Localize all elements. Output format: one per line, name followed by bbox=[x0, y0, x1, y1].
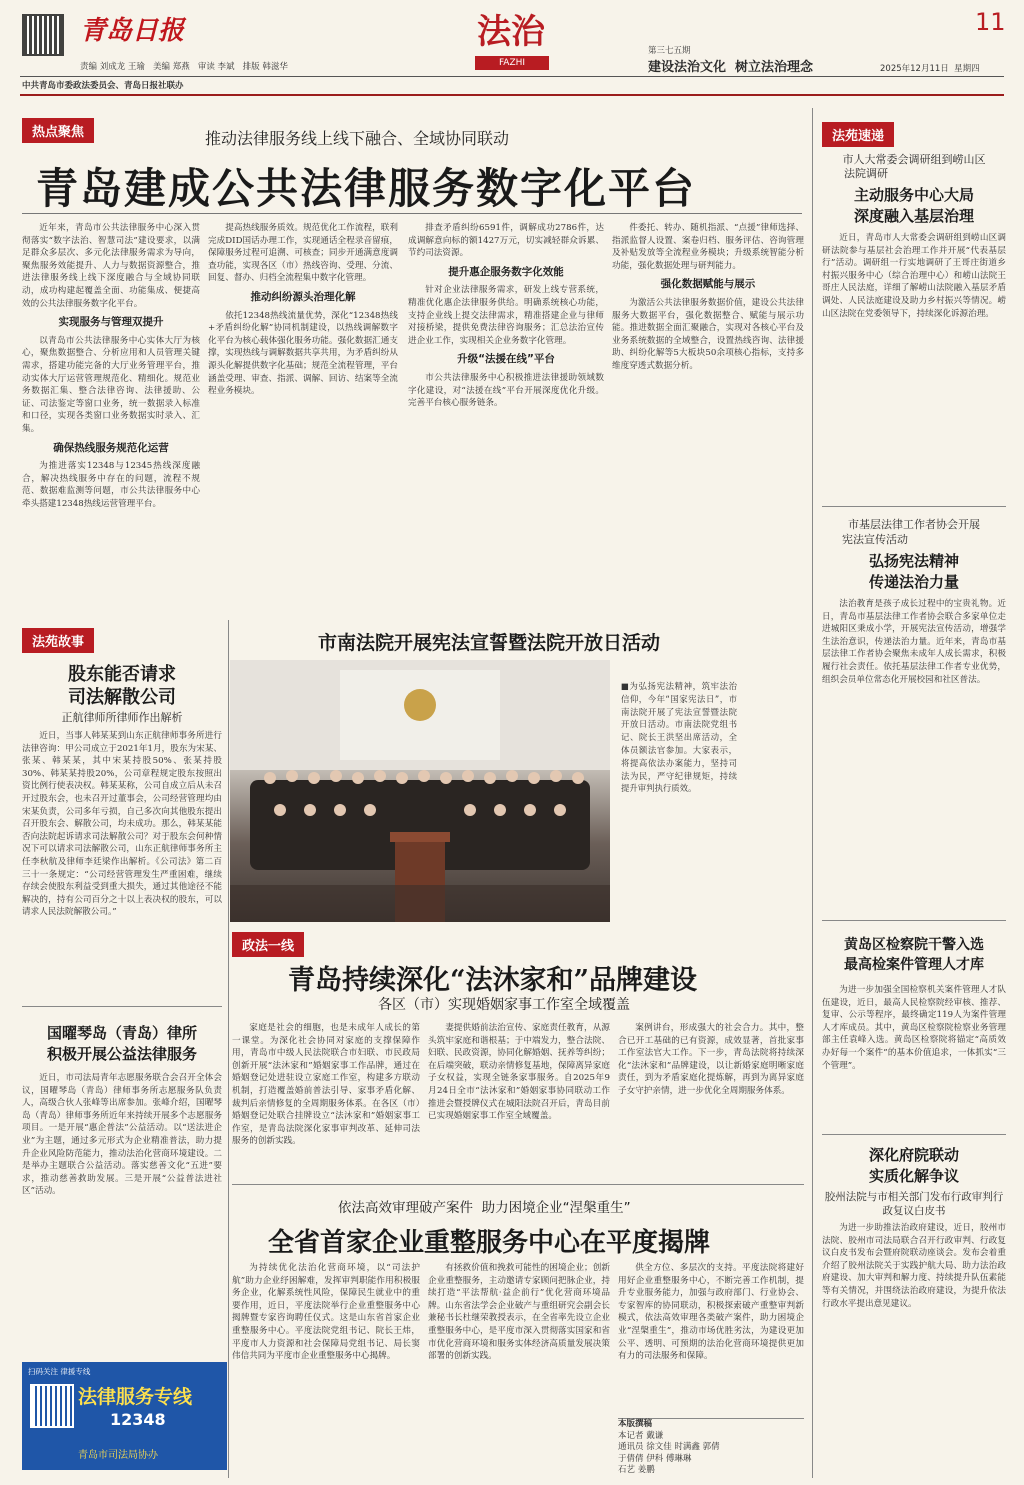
brief-4-text: 为进一步助推法治政府建设，近日，胶州市法院、胶州市司法局联合召开行政审判、行政复议白皮书发布会暨府院联动座谈会。发布会着重介绍了胶州法院关于实践护航大局、助力法治政府建设、加大审判和解力度、持续提升队伍素能等有关情况，并围绕法治政府建设，为提升依法行政水平提出意见建议。 bbox=[822, 1223, 1006, 1309]
brief-1-kicker-2: 法院调研 bbox=[844, 167, 888, 180]
ad-qr-code bbox=[30, 1384, 74, 1428]
issue-number: 第三七五期 bbox=[648, 46, 691, 56]
section-tag-express: 法苑速递 bbox=[822, 122, 894, 147]
lead-subhead-4: 提升惠企服务数字化效能 bbox=[448, 265, 564, 278]
brief-2-title-2: 传递法治力量 bbox=[868, 573, 959, 591]
lead-intro: 近年来，青岛市公共法律服务中心深入贯彻落实“数字法治、智慧司法”建设要求，以满足群众多层次、多元化法律服务需求为导向，聚焦服务效能提升、人力与数据资源整合，推进法律服务线上线下深度融合与全域协同联动，成功构建起覆盖全面、功能集成、便捷高效的公共法律服务数字化平台。 bbox=[22, 223, 200, 309]
bottom-divider bbox=[232, 1184, 804, 1185]
brief-2-text: 法治教育是孩子成长过程中的宝贵礼物。近日，青岛市基层法律工作者协会联合多家单位走进城阳区秉成小学，开展宪法宣传活动，增强学生法治意识，传递法治力量。近年来，青岛市基层法律工作者协会聚焦未成年人成长需求，积极履行社会责任。依托基层法律工作者专业优势，组织会员单位常态化开展校园和社区普法。 bbox=[822, 599, 1006, 685]
byline-line: 石艺 姜鹏 bbox=[618, 1465, 655, 1475]
middle-vertical-divider bbox=[228, 620, 229, 1478]
byline-line: 本记者 戴谦 bbox=[618, 1430, 664, 1441]
bottom-col-2 bbox=[428, 1262, 610, 1476]
lead-subhead-3: 推动纠纷源头治理化解 bbox=[250, 290, 356, 303]
middle-subtitle: 各区（市）实现婚姻家事工作室全域覆盖 bbox=[378, 997, 630, 1013]
lead-headline: 青岛建成公共法律服务数字化平台 bbox=[36, 164, 697, 213]
left-divider bbox=[22, 1006, 222, 1007]
section-pinyin: FAZHI bbox=[475, 56, 549, 70]
story-byline: 正航律师所律师作出解析 bbox=[61, 711, 183, 724]
brief-1-body bbox=[822, 232, 1006, 502]
lead-rule bbox=[22, 213, 802, 214]
middle-text: 案例讲台，形成强大的社会合力。其中，整合已开工基础的已有资源，成效显著，首批家事工作室法官大工作。下一步，青岛法院将持续深化“法沐家和”品牌建设，以让新婚家庭明晰家庭责任，到为矛盾家庭化提炼解，再到为离异家庭子女守护亲情，进一步优化全周期服务体系。 bbox=[618, 1023, 804, 1096]
lead-para: 针对企业法律服务需求，研发上线专营系统，精准优化惠企法律服务供给。明确系统核心功能，支持企业线上提交法律需求，精准搭建企业与律师对接桥梁，提供免费法律咨询服务；汇总法治宣传进企业工作，实现相关企业务数字化管理。 bbox=[408, 285, 604, 346]
ad-number: 12348 bbox=[110, 1410, 166, 1429]
photo-caption bbox=[621, 680, 737, 810]
brief-2-kicker-2: 宪法宣传活动 bbox=[842, 533, 908, 546]
bottom-text: 供全方位、多层次的支持。平度法院将建好用好企业重整服务中心，不断完善工作机制，提升专业服务能力，加强与政府部门、行业协会、专家智库的协同联动，积极探索破产重整审判新模式，依法高效审理各类破产案件，助力困境企业“涅槃重生”，推动市场优胜劣汰，为建设更加公平、透明、可预期的法治化营商环境提供更加有力的司法服务和保障。 bbox=[618, 1263, 804, 1362]
story-body bbox=[22, 730, 222, 995]
bottom-kicker: 依法高效审理破产案件 助力困境企业“涅槃重生” bbox=[338, 1200, 631, 1216]
caption-text: ■为弘扬宪法精神，筑牢法治信仰，今年“国家宪法日”，市南法院开展了宪法宣誓暨法院开放日活动。市南法院党组书记、院长王洪坚出席活动，全体员额法官参加。大家表示，将提高依法办案能力，坚持司法为民，严守纪律规矩，持续提升审判执行质效。 bbox=[621, 681, 737, 794]
middle-headline: 青岛持续深化“法沐家和”品牌建设 bbox=[288, 965, 698, 996]
credit-item: 美编 郑燕 bbox=[153, 62, 190, 72]
column-divider bbox=[812, 108, 813, 1478]
lead-subhead-2: 确保热线服务规范化运营 bbox=[53, 441, 169, 454]
lead-subhead-5: 升级“法援在线”平台 bbox=[457, 353, 555, 366]
right-divider-1 bbox=[822, 506, 1006, 507]
credit-item: 审读 李斌 bbox=[197, 62, 235, 72]
brief-4-kicker: 胶州法院与市相关部门发布行政审判行政复议白皮书 bbox=[824, 1191, 1004, 1217]
lead-para: 依托12348热线流量优势，深化“12348热线+矛盾纠纷化解”协同机制建设，以热线调解数字化平台为核心载体强化服务功能。强化数据汇通支撑，实现热线与调解数据共享共用，为矛盾纠纷从源头化解提供数字化基础；规范全流程管理，平台涵盖受理、审查、指派、调解、回访、结案等全流程业务模块。 bbox=[208, 310, 398, 397]
lead-col-2 bbox=[208, 222, 398, 604]
brief-2-title-1: 弘扬宪法精神 bbox=[868, 552, 959, 570]
lead-para: 以青岛市公共法律服务中心实体大厅为核心，聚焦数据整合、分析应用和人员管理关键需求，搭建功能完备的大厅业务管理平台，推动实体大厅运营管理规范化、精细化。规范业务数据汇集、整合法律咨询、法律援助、公证、司法鉴定等窗口业务，统一数据录入标准和口径，实现各类窗口业务数据实时录入、汇集。 bbox=[22, 335, 200, 434]
right-divider-3 bbox=[822, 1134, 1006, 1135]
brief-1-kicker-1: 市人大常委会调研组到崂山区 bbox=[842, 153, 986, 166]
hotline-ad bbox=[22, 1362, 227, 1470]
brief-1-title-2: 深度融入基层治理 bbox=[853, 207, 974, 225]
ad-footer: 青岛市司法局协办 bbox=[78, 1450, 158, 1461]
section-tag-politics: 政法一线 bbox=[232, 932, 304, 957]
lead-col-1 bbox=[22, 222, 200, 604]
brief-4-body bbox=[822, 1222, 1006, 1477]
lead-subhead-1: 实现服务与管理双提升 bbox=[58, 316, 164, 329]
section-tag-story: 法苑故事 bbox=[22, 628, 94, 653]
middle-text: 妻提供婚前法治宣传、家庭责任教育，从源头筑牢家庭和谐根基；于中端发力，整合法院、妇联、民政资源，协同化解婚姻、抚养等纠纷；在后端突破，联动亲情修复基地，保障离异家庭子女权益，实现全链条家事服务。自2025年9月24日全市“法沐家和”婚姻家事协同联动工作推进会暨授牌仪式在城阳法院召开后，青岛目前已实现婚姻家事工作室全域覆盖。 bbox=[428, 1023, 610, 1122]
lead-para: 排查矛盾纠纷6591件，调解成功2786件，达成调解意向标的额1427万元，切实减轻群众诉累、节约司法资源。 bbox=[408, 223, 604, 259]
masthead-rule bbox=[20, 76, 1004, 77]
story-headline-1: 股东能否请求 bbox=[68, 664, 176, 685]
byline-line: 于倩倩 伊科 傅琳琳 bbox=[618, 1453, 692, 1464]
ad-qr-label: 扫码关注 律援专线 bbox=[28, 1367, 91, 1376]
slogan: 建设法治文化 树立法治理念 bbox=[648, 60, 814, 75]
lead-kicker: 推动法律服务线上线下融合、全域协同联动 bbox=[205, 129, 510, 148]
middle-col-2 bbox=[428, 1022, 610, 1176]
middle-col-1 bbox=[232, 1022, 420, 1176]
section-title: 法治 bbox=[477, 12, 545, 52]
brief-3-body bbox=[822, 984, 1006, 1129]
brief-3-title-1: 黄岛区检察院干警入选 bbox=[844, 937, 984, 953]
brief-4-title-1: 深化府院联动 bbox=[868, 1146, 959, 1164]
bottom-col-1 bbox=[232, 1262, 420, 1476]
law-firm-headline-1: 国曜琴岛（青岛）律所 bbox=[46, 1024, 197, 1042]
lead-para: 为激活公共法律服务数据价值，建设公共法律服务大数据平台，强化数据整合、赋能与展示功能。推进数据全面汇聚融合，实现对各核心平台及业务系统数据的全域整合，设置热线咨询、法律援助、纠纷化解等5大板块50余项核心指标，支持多维度穿透式数据分析。 bbox=[612, 297, 804, 371]
masthead-red-rule bbox=[20, 94, 1004, 96]
photo-headline: 市南法院开展宪法宣誓暨法院开放日活动 bbox=[318, 632, 661, 654]
sponsor-line: 中共青岛市委政法委员会、青岛日报社联办 bbox=[22, 81, 184, 91]
issue-date: 2025年12月11日 星期四 bbox=[880, 64, 980, 74]
middle-text: 家庭是社会的细胞，也是未成年人成长的第一课堂。为深化社会协同对家庭的支撑保障作用，青岛市中级人民法院联合市妇联、市民政局创新开展“法沐家和”婚姻家事工作品牌，通过在婚姻登记处进驻设立家庭工作室，构建多方联动机制，打造覆盖婚前普法引导、家事矛盾化解、裁判后亲情修复的全周期服务体系。在各区（市）婚姻登记处联合挂牌设立“法沐家和”婚姻家事工作室，是青岛法院深化家事审判改革、延伸司法服务的创新实践。 bbox=[232, 1023, 420, 1147]
law-firm-text: 近日，市司法局青年志愿服务联合会召开全体会议，国曜琴岛（青岛）律师事务所志愿服务队负责人，高级合伙人张峰等出席参加。张峰介绍，国曜琴岛（青岛）律师事务所近年来持续开展多个志愿服务项目。一是开展“惠企普法”公益活动。以“送法进企业”为主题，通过多元形式为企业精准普法，助力提升企业风险防范能力，推动法治化营商环境建设。二是举办主题联合公益活动。落实慈善文化“五进”要求，推动慈善救助发展。三是开展“公益普法进社区”活动。 bbox=[22, 1073, 222, 1197]
middle-col-3 bbox=[618, 1022, 804, 1176]
credits-line bbox=[80, 60, 288, 72]
law-firm-headline-2: 积极开展公益法律服务 bbox=[46, 1045, 197, 1063]
bottom-text: 有拯救价值和挽救可能性的困境企业；创新企业重整服务，主动邀请专家顾问把脉企业，持续打造“平法帮航·益企前行”优化营商环境品牌。山东省法学会企业破产与重组研究会副会长兼秘书长杜继荣教授表示，在全省率先设立企业重整服务中心，是平度市深入贯彻落实国家和省市优化营商环境和服务实体经济高质量发展决策部署的创新实践。 bbox=[428, 1263, 610, 1362]
lead-para: 件委托、转办、随机指派、“点援”律师选择、指派监督人设置、案卷归档、服务评估、咨询管理及补贴发放等全流程业务模块；升级系统智能分析功能，强化数据处理与研判能力。 bbox=[612, 223, 804, 271]
lead-para: 为推进落实12348与12345热线深度融合，解决热线服务中存在的问题，流程不规范、数据难监测等问题，市公共法律服务中心牵头搭建12348热线运营管理平台。 bbox=[22, 461, 200, 509]
brief-3-title-2: 最高检案件管理人才库 bbox=[844, 957, 984, 973]
page-number: 11 bbox=[975, 8, 1006, 36]
law-firm-body bbox=[22, 1072, 222, 1287]
credit-item: 责编 刘成龙 王瑜 bbox=[80, 62, 145, 72]
story-headline-2: 司法解散公司 bbox=[68, 687, 176, 708]
bottom-headline: 全省首家企业重整服务中心在平度揭牌 bbox=[268, 1228, 711, 1258]
bottom-text: 为持续优化法治化营商环境，以“司法护航”助力企业纾困解难，发挥审判职能作用积极服务企业，化解系统性风险，保障民生就业中的重要作用，近日，平度法院举行企业重整服务中心揭牌暨专家咨询聘任仪式。这是山东省首家企业重整服务中心。平度法院党组书记、院长王炜，平度市人力资源和社会保障局党组书记、局长窦伟信共同为平度市企业重整服务中心揭牌。 bbox=[232, 1263, 420, 1362]
story-text: 近日，当事人韩某某到山东正航律师事务所进行法律咨询：甲公司成立于2021年1月，股东为宋某、张某、韩某某，其中宋某持股50%、张某持股30%、韩某某持股20%，公司章程规定股东按照出资比例行使表决权。韩某某称，公司自成立后从未召开过股东会，也未召开过董事会，公司经营管理均由宋某负责，公司多年亏损，自己多次向其他股东提出召开股东会、解散公司，均未成功。那么，韩某某能否向法院起诉请求司法解散公司？对于股东会何种情况下可以请求司法解散公司，山东正航律师事务所主任李秋航及律师李廷梁作出解析。《公司法》第二百三十一条规定：“公司经营管理发生严重困难，继续存续会使股东利益受到重大损失，通过其他途径不能解决的，持有公司百分之十以上表决权的股东，可以请求人民法院解散公司。” bbox=[22, 731, 222, 918]
byline-line: 通讯员 徐文佳 时满鑫 郭倩 bbox=[618, 1442, 720, 1452]
court-oath-photo bbox=[230, 660, 610, 922]
brief-4-title-2: 实质化解争议 bbox=[868, 1167, 959, 1185]
lead-col-4 bbox=[612, 222, 804, 604]
qr-code bbox=[22, 14, 64, 56]
ceremony-illustration bbox=[230, 660, 610, 922]
brief-1-title-1: 主动服务中心大局 bbox=[853, 186, 974, 204]
right-divider-2 bbox=[822, 920, 1006, 921]
ad-title: 法律服务专线 bbox=[78, 1386, 193, 1408]
lead-para: 市公共法律服务中心积极推进法律援助领域数字化建设，对“法援在线”平台开展深度优化升级。完善平台核心服务链条。 bbox=[408, 372, 604, 409]
lead-para: 提高热线服务质效。规范优化工作流程，联利完成DID国话办理工作，实现通话全程录音留痕，保障服务过程可追溯、可核查；同步开通满意度调查功能，实现各区（市）热线咨询、受理、分流、回复、督办、归档全流程集中数字化管理。 bbox=[208, 223, 398, 284]
lead-subhead-6: 强化数据赋能与展示 bbox=[660, 278, 756, 291]
brief-1-text: 近日，青岛市人大常委会调研组到崂山区调研法院参与基层社会治理工作并开展“代表基层行”活动。调研组一行实地调研了王哥庄街道乡村振兴服务中心（综合治理中心）和崂山法院王哥庄人民法庭，详细了解崂山法院融入基层矛盾调处、人民法庭建设及助力乡村振兴等情况。崂山区法院在党委领导下，持续深化诉源治理。 bbox=[822, 233, 1006, 319]
brief-2-body bbox=[822, 598, 1006, 913]
credit-item: 排版 韩滋华 bbox=[242, 62, 288, 72]
brief-3-text: 为进一步加强全国检察机关案件管理人才队伍建设，近日，最高人民检察院经审核、推荐、复审、公示等程序，最终确定119人为案件管理人才库成员。其中，黄岛区检察院检察业务管理部主任袁峰入选。黄岛区检察院将锚定“高质效办好每一个案件”的基本价值追求，一体抓实“三个管理”。 bbox=[822, 985, 1006, 1071]
section-tag-hot: 热点聚焦 bbox=[22, 118, 94, 143]
lead-col-3 bbox=[408, 222, 604, 604]
byline-box bbox=[618, 1418, 804, 1477]
brief-2-kicker-1: 市基层法律工作者协会开展 bbox=[848, 518, 980, 531]
bottom-col-3 bbox=[618, 1262, 804, 1410]
byline-label: 本版撰稿 bbox=[618, 1419, 653, 1429]
paper-logo: 青岛日报 bbox=[80, 16, 185, 46]
